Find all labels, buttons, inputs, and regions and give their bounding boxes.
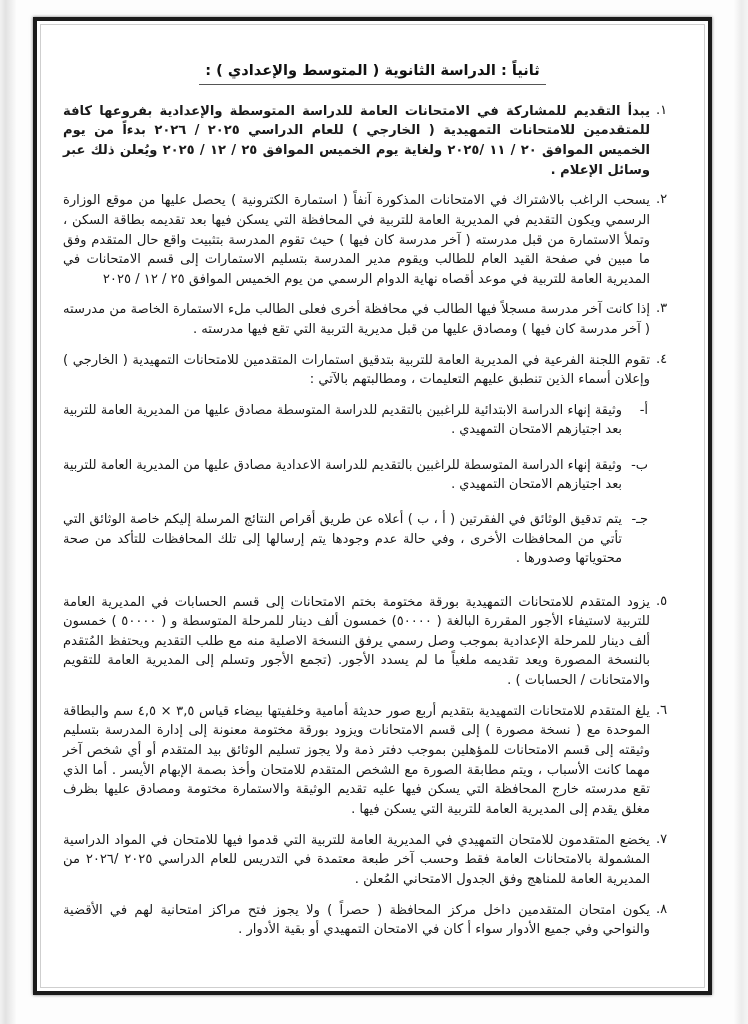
clause-text: يزود المتقدم للامتحانات التمهيدية بورقة مختومة بختم الامتحانات إلى قسم الحسابات في المديرية العامة للتربية لاستيفاء الأجور المقررة البالغة ( ٥٠٠٠٠) خمسون ألف دينار للمرحلة المتوسطة و ( ٥٠٠٠٠ ) خمسون ألف دينار للمرحلة الإعدادية بموجب وصل رسمي يرفق النسخة الاصلية منه مع طلب التقديم ويحتفظ المُتقدم بالنسخة المصورة ويعد تقديمه ملغياً ما لم يسدد الأجور. (تجمع الأجور وتسلم إلى المديرية العامة للتقويم والامتحانات / الحسابات ) . <box>63 594 650 689</box>
page-title <box>63 61 682 88</box>
clause-text: يلغ المتقدم للامتحانات التمهيدية بتقديم أربع صور حديثة أمامية وخلفيتها بيضاء قياس ٣,٥ × ٤,٥ سم والبطاقة الموحدة مع ( نسخة مصورة ) إلى قسم الامتحانات ويزود بورقة مختومة معنونة إلى إدارة المدرسة بتسليم وثيقته إلى قسم الامتحانات للمؤهلين بموجب دفتر ذمة ولا يجوز تسليم الوثائق بيد المتقدم أو أي شخص آخر مهما كانت الأسباب ، ويتم مطابقة الصورة مع الشخص المتقدم للامتحان وأخذ بصمة الإبهام الأيسر . أما الذي تقع مدرسته خارج المحافظة التي يسكن فيها عليه تقديم الوثيقة والاستمارة مختومة ومصادق عليها بظرف مغلق يقدم إلى المديرية العامة للتربية التي يسكن فيها . <box>63 703 651 817</box>
clause-number: ٤. <box>656 351 668 367</box>
clause-text: تقوم اللجنة الفرعية في المديرية العامة للتربية بتدقيق استمارات المتقدمين للامتحانات التمهيدية ( الخارجي ) وإعلان أسماء الذين تنطبق عليهم التعليمات ، ومطالبتهم بالآتي : <box>63 352 650 388</box>
subclause-item-a <box>63 401 648 440</box>
clause-text: إذا كانت آخر مدرسة مسجلاً فيها الطالب في محافظة أخرى فعلى الطالب ملء الاستمارة الخاصة من مدرسته ( آخر مدرسة كان فيها ) ومصادق عليها من قبل مديرية التربية التي تقع فيها مدرسته . <box>63 302 650 338</box>
clause-list <box>63 102 682 940</box>
subclause-text: يتم تدقيق الوثائق في الفقرتين ( أ ، ب ) أعلاه عن طريق أقراص النتائج المرسلة إليكم خاصة الوثائق التي تأتي من المحافظات الأخرى ، وفي حالة عدم وجودها يتم إرسالها إلى تلك المحافظات للتأكد من صحة محتوياتها وصدورها . <box>63 512 622 567</box>
scan-edge-right <box>734 0 748 1024</box>
subclause-text: وثيقة إنهاء الدراسة المتوسطة للراغبين بالتقديم للدراسة الاعدادية مصادق عليها من المديرية العامة للتربية بعد اجتيازهم الامتحان التمهيدي . <box>63 457 622 493</box>
document-frame <box>33 17 712 995</box>
subclause-marker: جـ- <box>631 512 648 528</box>
clause-item-6 <box>63 702 682 820</box>
subclause-text: وثيقة إنهاء الدراسة الابتدائية للراغبين بالتقديم للدراسة المتوسطة مصادق عليها من المديرية العامة للتربية بعد اجتيازهم الامتحان التمهيدي . <box>63 403 622 438</box>
section-spacer <box>63 585 682 593</box>
subclause-item-c <box>63 510 648 568</box>
subclause-marker: ب- <box>631 457 648 473</box>
clause-number: ٧. <box>656 831 668 847</box>
clause-number: ٢. <box>656 192 668 208</box>
subclause-item-b <box>63 456 648 495</box>
subclause-marker: أ- <box>639 403 648 419</box>
clause-item-5 <box>63 593 682 691</box>
clause-item-1 <box>63 102 682 181</box>
clause-item-3 <box>63 300 682 339</box>
clause-item-8 <box>63 901 682 940</box>
clause-text: يبدأ التقديم للمشاركة في الامتحانات العامة للدراسة المتوسطة والإعدادية بفروعها كافة للمتقدمين للامتحانات التمهيدية ( الخارجي ) للعام الدراسي ٢٠٢٥ / ٢٠٢٦ بدءاً من يوم الخميس الموافق ٢٠ / ١١ /٢٠٢٥ ولغاية يوم الخميس الموافق ٢٥ / ١٢ / ٢٠٢٥ ويُعلن ذلك عبر وسائل الإعلام . <box>63 103 650 178</box>
clause-text: يكون امتحان المتقدمين داخل مركز المحافظة ( حصراً ) ولا يجوز فتح مراكز امتحانية لهم في الأقضية والنواحي وفي جميع الأدوار سواء أ كان في الامتحان التمهيدي أو بقية الأدوار . <box>63 902 650 938</box>
clause-number: ٨. <box>656 901 668 917</box>
page-title-text: ثانياً : الدراسة الثانوية ( المتوسط والإعدادي ) : <box>199 61 546 85</box>
clause-item-2 <box>63 191 682 289</box>
clause-number: ١. <box>656 102 668 118</box>
clause-number: ٣. <box>656 301 668 317</box>
clause-number: ٥. <box>656 593 668 609</box>
clause-item-7 <box>63 831 682 890</box>
clause-text: يخضع المتقدمون للامتحان التمهيدي في المديرية العامة للتربية التي قدموا فيها للامتحان في المواد الدراسية المشمولة بالامتحانات العامة فقط وحسب آخر طبعة معتمدة في التدريس للعام الدراسي ٢٠٢٥ /٢٠٢٦ من المديرية العامة للمناهج وفق الجدول الامتحاني المُعلن . <box>63 832 650 887</box>
document-body <box>41 25 704 987</box>
subclause-group <box>63 401 682 569</box>
clause-item-4 <box>63 351 682 390</box>
clause-number: ٦. <box>656 702 668 718</box>
scan-edge-left <box>0 0 16 1024</box>
document-page <box>40 24 705 988</box>
clause-text: يسحب الراغب بالاشتراك في الامتحانات المذكورة آنفاً ( استمارة الكترونية ) يحصل عليها من موقع الوزارة الرسمي ويكون التقديم في المديرية العامة للتربية في المحافظة التي يسكن فيها بعد تقديمه بطاقة السكن ، وتملأ الاستمارة من قبل مدرسته ( آخر مدرسة كان فيها ) حيث تقوم المدرسة بتثبيت واقع حال المتقدم وفق ما مبين في صفحة القيد العام للطالب ويقوم مدير المدرسة بتسليم الاستمارات إلى قسم الامتحانات في المديرية العامة للتربية في موعد أقصاه نهاية الدوام الرسمي من يوم الخميس الموافق ٢٥ / ١٢ / ٢٠٢٥ <box>63 193 650 287</box>
